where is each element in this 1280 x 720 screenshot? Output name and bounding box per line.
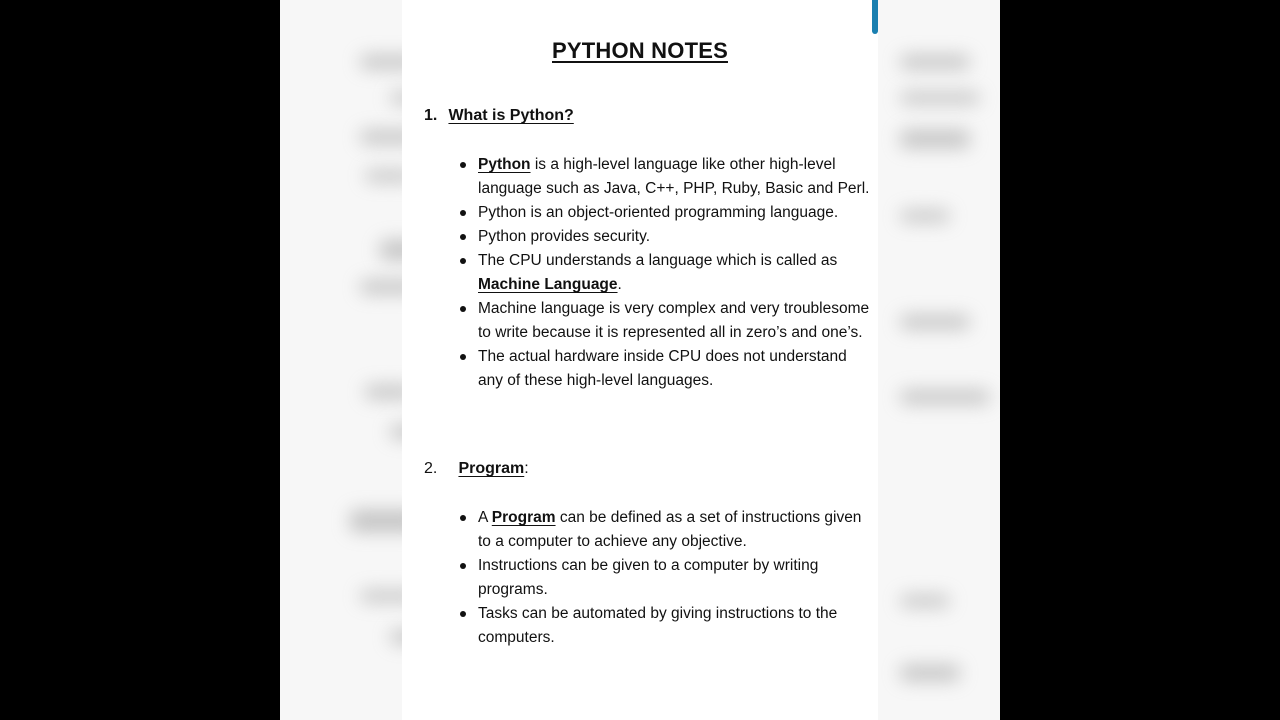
section-title: Program — [458, 460, 525, 477]
list-item: A Program can be defined as a set of instructions given to a computer to achieve any objective. — [458, 506, 876, 554]
list-item: The CPU understands a language which is called as Machine Language. — [458, 249, 876, 297]
section-number: 1. — [424, 107, 438, 124]
section-heading-what-is-python — [424, 107, 574, 125]
section-number: 2. — [424, 460, 438, 477]
list-item: Python is an object-oriented programming language. — [458, 201, 876, 225]
section-title: What is Python? — [448, 107, 574, 124]
list-item: Python provides security. — [458, 225, 876, 249]
document-page — [402, 0, 878, 720]
section-heading-program: 2. Program: — [424, 460, 529, 477]
section-1-bullet-list — [458, 153, 876, 393]
document-title: PYTHON NOTES — [552, 38, 728, 63]
list-item: The actual hardware inside CPU does not understand any of these high-level languages. — [458, 345, 876, 393]
list-item: Tasks can be automated by giving instructions to the computers. — [458, 602, 876, 650]
list-item: Instructions can be given to a computer by writing programs. — [458, 554, 876, 602]
accent-tab-marker — [872, 0, 878, 34]
list-item: Python is a high-level language like other high-level language such as Java, C++, PHP, Ruby, Basic and Perl. — [458, 153, 876, 201]
section-2-bullet-list — [458, 506, 876, 650]
list-item: Machine language is very complex and very troublesome to write because it is represented all in zero’s and one’s. — [458, 297, 876, 345]
